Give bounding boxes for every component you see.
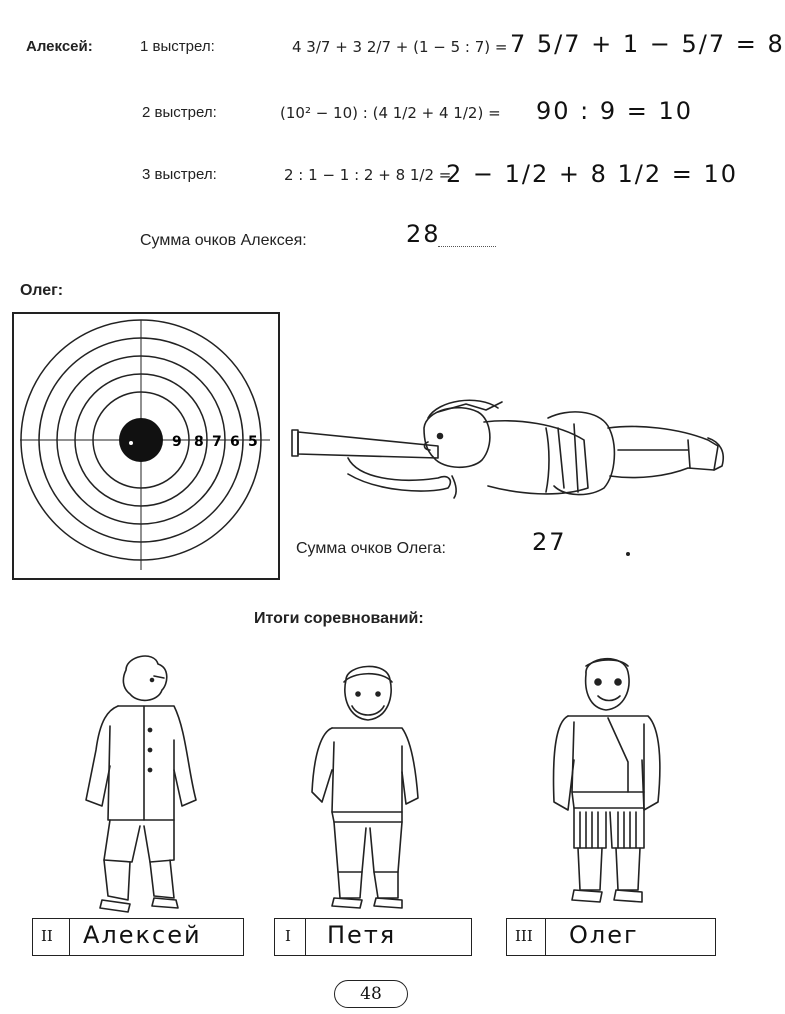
shot-1-answer: 7 5/7 + 1 − 5/7 = 8 [510,30,785,58]
shot-3-answer: 2 − 1/2 + 8 1/2 = 10 [446,160,739,188]
target-number-9: 9 [172,434,182,450]
target-number-8: 8 [194,434,204,450]
oleg-sum-value: 27 [532,528,567,556]
shot-2-answer: 90 : 9 = 10 [536,97,694,125]
oleg-figure [544,652,674,914]
petya-figure [302,662,432,912]
target-number-6: 6 [230,434,240,450]
oleg-label: Олег: [20,282,64,299]
alexey-figure [78,650,208,914]
shot-2-label: 2 выстрел: [142,104,217,121]
place-box-petya [274,918,472,956]
shot-1-label: 1 выстрел: [140,38,215,55]
shot-2-expression: (10² − 10) : (4 1/2 + 4 1/2) = [280,104,501,122]
place-name-oleg: Олег [569,921,639,949]
oleg-sum-dot [626,552,630,556]
place-box-divider [545,919,546,955]
place-box-divider [69,919,70,955]
page-number: 48 [334,980,408,1008]
place-roman-petya: I [285,927,291,945]
shot-3-expression: 2 : 1 − 1 : 2 + 8 1/2 = [284,166,452,184]
shot-3-label: 3 выстрел: [142,166,217,183]
results-heading: Итоги соревнований: [254,610,424,627]
place-name-petya: Петя [327,921,397,949]
shot-1-expression: 4 3/7 + 3 2/7 + (1 − 5 : 7) = [292,38,508,56]
target-illustration [12,312,280,580]
alexey-sum-value: 28 [406,220,441,248]
alexey-label: Алексей: [26,38,93,55]
alexey-sum-underline [438,246,496,247]
place-roman-alexey: II [41,927,53,945]
place-box-oleg [506,918,716,956]
place-roman-oleg: III [515,927,533,945]
place-box-divider [305,919,306,955]
target-number-7: 7 [212,434,222,450]
place-box-alexey [32,918,244,956]
shooter-illustration [288,388,728,520]
oleg-sum-label: Сумма очков Олега: [296,540,446,557]
target-number-5: 5 [248,434,258,450]
alexey-sum-label: Сумма очков Алексея: [140,232,307,249]
place-name-alexey: Алексей [83,921,202,949]
